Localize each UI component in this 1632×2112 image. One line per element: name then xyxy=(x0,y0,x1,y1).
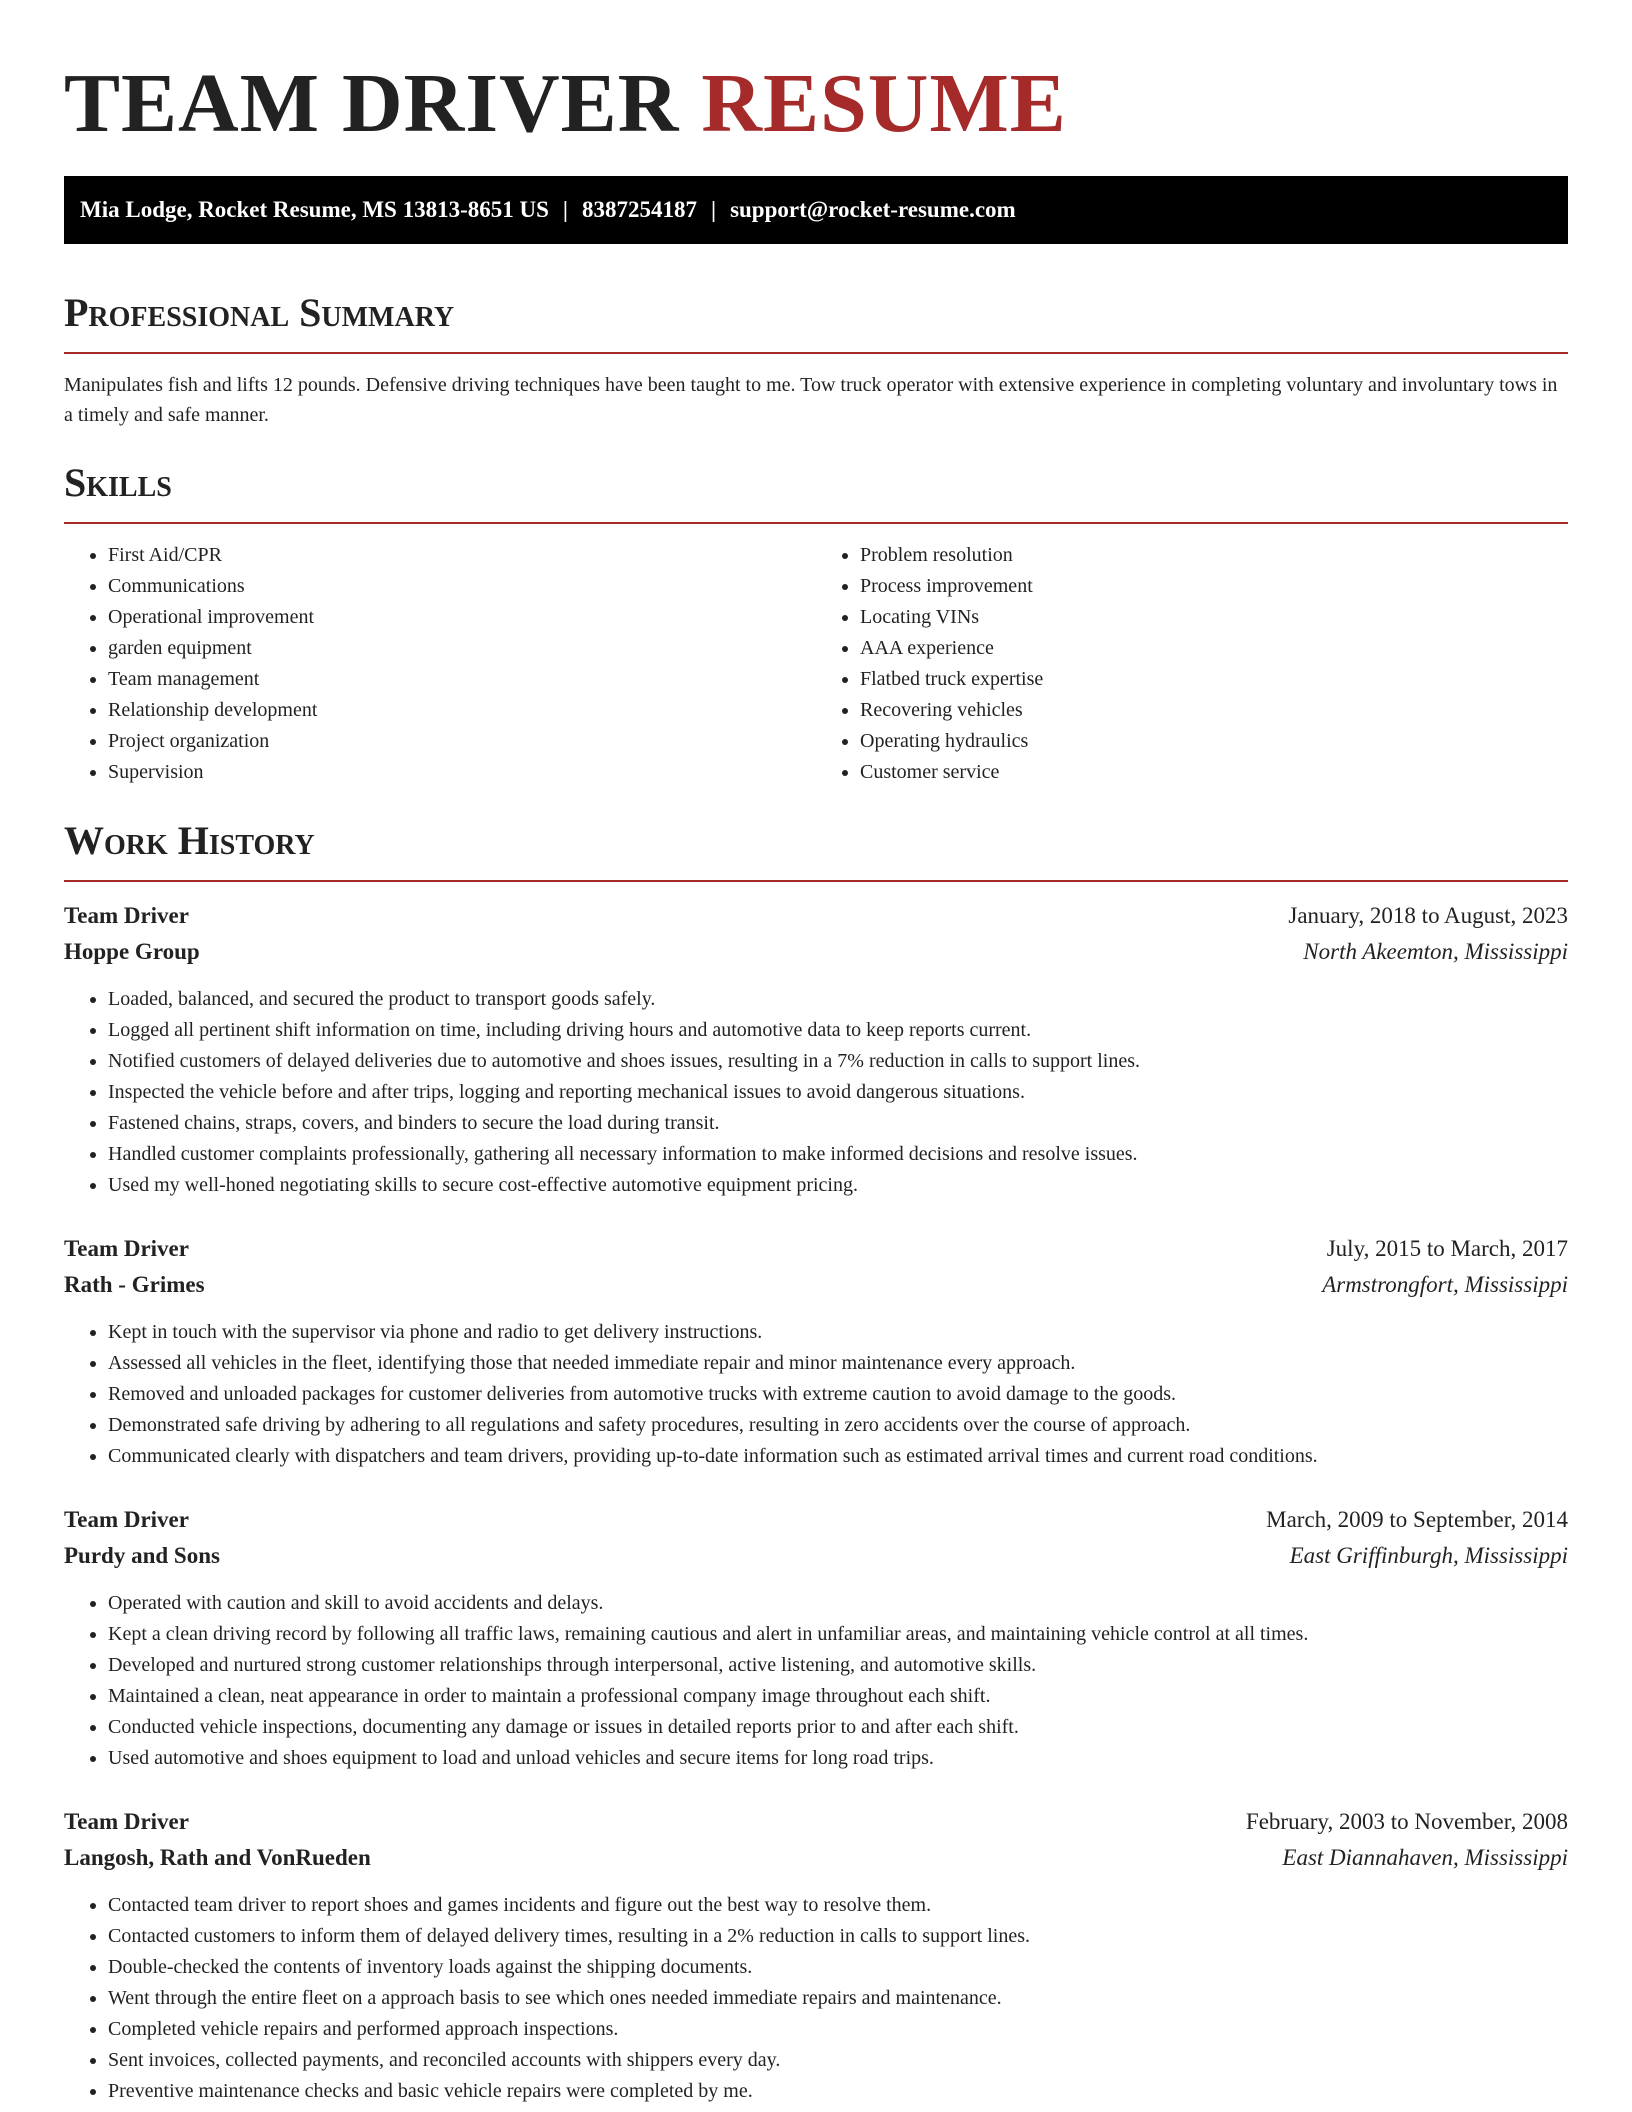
summary-text: Manipulates fish and lifts 12 pounds. Defensive driving techniques have been taught to me. Tow truck operator with extensive experience in completing voluntary and involuntary tows in a timely and safe manner. xyxy=(64,374,1558,426)
skill-item: • AAA experience xyxy=(860,633,1568,664)
skill-item: • Supervision xyxy=(108,757,816,788)
job-entry xyxy=(64,1502,1568,1774)
skill-item: • Project organization xyxy=(108,726,816,757)
summary-section xyxy=(64,288,1568,430)
job-header-row xyxy=(64,1502,1568,1538)
job-bullet: • Notified customers of delayed deliveries due to automotive and shoes issues, resulting in a 7% reduction in calls to support lines. xyxy=(108,1046,1568,1077)
skill-item: • Process improvement xyxy=(860,571,1568,602)
job-bullet: • Demonstrated safe driving by adhering to all regulations and safety procedures, resulting in zero accidents over the course of approach. xyxy=(108,1410,1568,1441)
job-location: East Diannahaven, Mississippi xyxy=(1282,1845,1568,1870)
job-header-row xyxy=(64,898,1568,934)
skills-heading: Skills xyxy=(64,458,1568,524)
job-header-row xyxy=(64,1804,1568,1840)
skill-item: • Relationship development xyxy=(108,695,816,726)
job-location: East Griffinburgh, Mississippi xyxy=(1289,1543,1568,1568)
job-dates: July, 2015 to March, 2017 xyxy=(1326,1236,1568,1261)
skills-list xyxy=(64,540,1568,788)
job-dates: February, 2003 to November, 2008 xyxy=(1245,1809,1568,1834)
skill-item: • First Aid/CPR xyxy=(108,540,816,571)
skill-item: • Team management xyxy=(108,664,816,695)
job-company-row xyxy=(64,934,1568,970)
contact-address: Mia Lodge, Rocket Resume, MS 13813-8651 US xyxy=(80,197,549,222)
job-bullet: • Contacted customers to inform them of delayed delivery times, resulting in a 2% reduction in calls to support lines. xyxy=(108,1921,1568,1952)
job-company-row xyxy=(64,1840,1568,1876)
title-main: TEAM DRIVER xyxy=(64,57,680,150)
job-entry xyxy=(64,1231,1568,1472)
skill-item: • Flatbed truck expertise xyxy=(860,664,1568,695)
job-bullet: • Contacted team driver to report shoes and games incidents and figure out the best way to resolve them. xyxy=(108,1890,1568,1921)
skill-item: • Recovering vehicles xyxy=(860,695,1568,726)
job-bullets xyxy=(64,984,1568,1201)
job-bullets xyxy=(64,1588,1568,1774)
contact-bar xyxy=(64,176,1568,244)
job-bullet: • Developed and nurtured strong customer relationships through interpersonal, active listening, and automotive skills. xyxy=(108,1650,1568,1681)
job-bullet: • Communicated clearly with dispatchers and team drivers, providing up-to-date information such as estimated arrival times and current road conditions. xyxy=(108,1441,1568,1472)
job-entry xyxy=(64,1804,1568,2107)
skills-column-right xyxy=(816,540,1568,788)
skill-item: • Operating hydraulics xyxy=(860,726,1568,757)
job-bullet: • Assessed all vehicles in the fleet, identifying those that needed immediate repair and minor maintenance every approach. xyxy=(108,1348,1568,1379)
job-title: Team Driver xyxy=(64,1507,189,1532)
job-bullet: • Removed and unloaded packages for customer deliveries from automotive trucks with extreme caution to avoid damage to the goods. xyxy=(108,1379,1568,1410)
job-bullet: • Inspected the vehicle before and after trips, logging and reporting mechanical issues to avoid dangerous situations. xyxy=(108,1077,1568,1108)
work-history-heading: Work History xyxy=(64,816,1568,882)
job-bullet: • Handled customer complaints professionally, gathering all necessary information to make informed decisions and resolve issues. xyxy=(108,1139,1568,1170)
job-bullet: • Went through the entire fleet on a approach basis to see which ones needed immediate repairs and maintenance. xyxy=(108,1983,1568,2014)
work-history-section xyxy=(64,816,1568,2107)
job-dates: March, 2009 to September, 2014 xyxy=(1266,1507,1568,1532)
skill-item: • Operational improvement xyxy=(108,602,816,633)
job-bullet: • Completed vehicle repairs and performed approach inspections. xyxy=(108,2014,1568,2045)
contact-separator: | xyxy=(710,197,717,222)
job-bullet: • Used my well-honed negotiating skills to secure cost-effective automotive equipment pricing. xyxy=(108,1170,1568,1201)
skill-item: • Customer service xyxy=(860,757,1568,788)
job-bullet: • Sent invoices, collected payments, and reconciled accounts with shippers every day. xyxy=(108,2045,1568,2076)
skill-item: • Locating VINs xyxy=(860,602,1568,633)
summary-heading: Professional Summary xyxy=(64,288,1568,354)
skill-item: • Problem resolution xyxy=(860,540,1568,571)
job-company: Langosh, Rath and VonRueden xyxy=(64,1845,371,1870)
resume-title xyxy=(64,56,1568,152)
skill-item: • garden equipment xyxy=(108,633,816,664)
job-bullet: • Kept a clean driving record by following all traffic laws, remaining cautious and alert in unfamiliar areas, and maintaining vehicle control at all times. xyxy=(108,1619,1568,1650)
job-location: Armstrongfort, Mississippi xyxy=(1322,1272,1568,1297)
job-company: Rath - Grimes xyxy=(64,1272,205,1297)
job-bullet: • Used automotive and shoes equipment to load and unload vehicles and secure items for long road trips. xyxy=(108,1743,1568,1774)
job-title: Team Driver xyxy=(64,1236,189,1261)
job-bullet: • Operated with caution and skill to avoid accidents and delays. xyxy=(108,1588,1568,1619)
skills-section xyxy=(64,458,1568,788)
job-bullets xyxy=(64,1317,1568,1472)
job-bullet: • Kept in touch with the supervisor via phone and radio to get delivery instructions. xyxy=(108,1317,1568,1348)
job-dates: January, 2018 to August, 2023 xyxy=(1288,903,1568,928)
contact-phone[interactable]: 8387254187 xyxy=(581,197,697,222)
job-company-row xyxy=(64,1538,1568,1574)
job-company: Hoppe Group xyxy=(64,939,200,964)
job-bullet: • Conducted vehicle inspections, documenting any damage or issues in detailed reports prior to and after each shift. xyxy=(108,1712,1568,1743)
job-bullet: • Loaded, balanced, and secured the product to transport goods safely. xyxy=(108,984,1568,1015)
job-title: Team Driver xyxy=(64,1809,189,1834)
job-company: Purdy and Sons xyxy=(64,1543,220,1568)
job-bullets xyxy=(64,1890,1568,2107)
title-accent: RESUME xyxy=(701,57,1067,150)
contact-separator: | xyxy=(562,197,568,222)
contact-email[interactable]: support@rocket-resume.com xyxy=(730,197,1016,222)
job-header-row xyxy=(64,1231,1568,1267)
job-bullet: • Double-checked the contents of inventory loads against the shipping documents. xyxy=(108,1952,1568,1983)
job-bullet: • Logged all pertinent shift information on time, including driving hours and automotive data to keep reports current. xyxy=(108,1015,1568,1046)
job-entry xyxy=(64,898,1568,1201)
job-bullet: • Maintained a clean, neat appearance in order to maintain a professional company image throughout each shift. xyxy=(108,1681,1568,1712)
skills-column-left xyxy=(64,540,816,788)
job-bullet: • Preventive maintenance checks and basic vehicle repairs were completed by me. xyxy=(108,2076,1568,2107)
job-location: North Akeemton, Mississippi xyxy=(1303,939,1568,964)
skill-item: • Communications xyxy=(108,571,816,602)
job-bullet: • Fastened chains, straps, covers, and binders to secure the load during transit. xyxy=(108,1108,1568,1139)
job-title: Team Driver xyxy=(64,903,189,928)
job-company-row xyxy=(64,1267,1568,1303)
